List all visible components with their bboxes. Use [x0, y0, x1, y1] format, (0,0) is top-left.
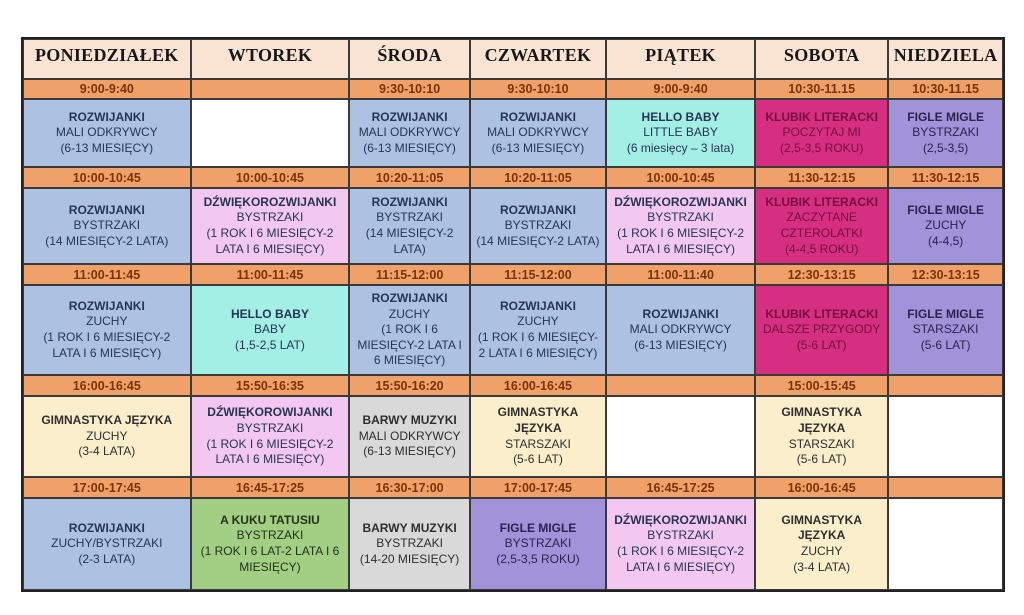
class-cell-sroda-band5	[349, 498, 470, 590]
class-title: HELLO BABY	[230, 306, 309, 321]
class-title: BARWY MUZYKI	[362, 520, 457, 535]
time-cell-czwartek-band2: 10:20-11:05	[470, 167, 606, 188]
day-header-sobota: SOBOTA	[755, 39, 888, 79]
time-cell-sobota-band1: 10:30-11.15	[755, 79, 888, 99]
empty-cell-niedziela-band5	[888, 498, 1003, 590]
class-subtitle: BYSTRZAKI	[236, 528, 304, 543]
class-cell-piatek-band5	[606, 498, 755, 590]
time-cell-wtorek-band4: 15:50-16:35	[191, 375, 350, 396]
time-cell-sroda-band2: 10:20-11:05	[349, 167, 470, 188]
class-subtitle: (5-6 LAT)	[513, 452, 563, 467]
class-cell-sobota-band3	[755, 285, 888, 375]
class-subtitle: ZUCHY	[388, 306, 431, 321]
class-title: FIGLE MIGLE	[907, 202, 984, 217]
day-header-sroda: ŚRODA	[349, 39, 470, 79]
time-cell-czwartek-band5: 17:00-17:45	[470, 477, 606, 498]
class-subtitle: MALI ODKRYWCY	[487, 125, 589, 140]
class-subtitle: BYSTRZAKI	[504, 536, 572, 551]
class-title: ROZWIJANKI	[371, 109, 448, 124]
empty-cell-niedziela-band4	[888, 396, 1003, 477]
time-cell-sobota-band3: 12:30-13:15	[755, 264, 888, 285]
class-subtitle: (14-20 MIESIĘCY)	[359, 551, 460, 566]
class-title: FIGLE MIGLE	[499, 520, 577, 535]
class-subtitle: (1 ROK I 6 MIESIĘCY-2 LATA I 6 MIESIĘCY)	[617, 544, 745, 574]
empty-cell-piatek-band4	[606, 396, 755, 477]
class-title: ROZWIJANKI	[642, 306, 719, 321]
class-title: ROZWIJANKI	[68, 109, 145, 124]
class-subtitle: BYSTRZAKI	[236, 420, 304, 435]
class-subtitle: (3-4 LATA)	[793, 559, 851, 574]
class-cell-czwartek-band2	[470, 188, 606, 264]
class-subtitle: MALI ODKRYWCY	[55, 125, 158, 140]
class-cell-piatek-band2	[606, 188, 755, 264]
class-title: ROZWIJANKI	[371, 291, 448, 306]
empty-cell-wtorek-band1	[191, 99, 350, 167]
class-title: DŹWIĘKOROZWIJANKI	[614, 194, 747, 209]
class-title: DŹWIĘKOROZWIJANKI	[203, 194, 337, 209]
schedule-table	[21, 37, 1005, 592]
class-subtitle: (5-6 LAT)	[920, 337, 971, 352]
class-subtitle: LITTLE BABY	[643, 125, 718, 140]
class-subtitle: (6-13 MIESIĘCY)	[363, 140, 456, 155]
class-subtitle: ZUCHY	[517, 314, 559, 329]
class-subtitle: (6-13 MIESIĘCY)	[634, 337, 727, 352]
class-subtitle: POCZYTAJ MI	[782, 125, 861, 140]
class-subtitle: (1 ROK I 6 MIESIĘCY-2 LATA I 6 MIESIĘCY)	[357, 322, 462, 368]
class-cell-wtorek-band3	[191, 285, 350, 375]
class-title: DŹWIĘKOROWIJANKI	[207, 405, 333, 420]
class-subtitle: MALI ODKRYWCY	[358, 125, 461, 140]
class-subtitle: (14 MIESIĘCY-2 LATA)	[45, 233, 169, 248]
class-cell-sroda-band1	[349, 99, 470, 167]
time-cell-czwartek-band4: 16:00-16:45	[470, 375, 606, 396]
class-subtitle: BYSTRZAKI	[912, 125, 979, 140]
class-cell-poniedzialek-band4	[23, 396, 191, 477]
time-cell-piatek-band4	[606, 375, 755, 396]
class-title: ROZWIJANKI	[499, 109, 576, 124]
class-title: KLUBIK LITERACKI	[765, 306, 878, 321]
class-subtitle: (1 ROK I 6 LAT-2 LATA I 6 MIESIĘCY)	[200, 544, 340, 574]
time-cell-poniedzialek-band5: 17:00-17:45	[23, 477, 191, 498]
class-cell-poniedzialek-band3	[23, 285, 191, 375]
class-subtitle: (1 ROK I 6 MIESIĘCY-2 LATA I 6 MIESIĘCY)	[43, 330, 171, 360]
class-subtitle: ZUCHY	[86, 314, 128, 329]
class-subtitle: (1 ROK I 6 MIESIĘCY-2 LATA I 6 MIESIĘCY)	[617, 226, 745, 256]
class-title: ROZWIJANKI	[68, 298, 145, 313]
class-cell-sroda-band2	[349, 188, 470, 264]
class-cell-niedziela-band2	[888, 188, 1003, 264]
class-title: FIGLE MIGLE	[907, 306, 984, 321]
time-cell-niedziela-band3: 12:30-13:15	[888, 264, 1003, 285]
class-subtitle: (2,5-3,5 ROKU)	[779, 140, 864, 155]
time-cell-sroda-band1: 9:30-10:10	[349, 79, 470, 99]
class-subtitle: (4-4,5)	[927, 233, 964, 248]
class-title: KLUBIK LITERACKI	[765, 194, 878, 209]
class-subtitle: (1 ROK I 6 MIESIĘCY-2 LATA I 6 MIESIĘCY)	[206, 226, 334, 256]
class-subtitle: (1,5-2,5 LAT)	[235, 337, 305, 352]
time-cell-czwartek-band3: 11:15-12:00	[470, 264, 606, 285]
class-cell-czwartek-band3	[470, 285, 606, 375]
class-cell-wtorek-band2	[191, 188, 350, 264]
time-cell-piatek-band3: 11:00-11:40	[606, 264, 755, 285]
day-header-czwartek: CZWARTEK	[470, 39, 606, 79]
class-cell-wtorek-band4	[191, 396, 350, 477]
class-subtitle: (5-6 LAT)	[796, 337, 847, 352]
class-subtitle: CZTEROLATKI	[780, 226, 863, 240]
time-cell-niedziela-band5	[888, 477, 1003, 498]
class-subtitle: BYSTRZAKI	[647, 528, 714, 543]
class-cell-sroda-band4	[349, 396, 470, 477]
time-cell-niedziela-band1: 10:30-11.15	[888, 79, 1003, 99]
class-title: HELLO BABY	[641, 109, 720, 124]
time-cell-czwartek-band1: 9:30-10:10	[470, 79, 606, 99]
class-title: DŹWIĘKOROZWIJANKI	[614, 512, 747, 527]
class-cell-poniedzialek-band1	[23, 99, 191, 167]
class-cell-sroda-band3	[349, 285, 470, 375]
class-cell-piatek-band3	[606, 285, 755, 375]
class-subtitle: (2-3 LATA)	[78, 551, 136, 566]
time-cell-sobota-band2: 11:30-12:15	[755, 167, 888, 188]
class-cell-piatek-band1	[606, 99, 755, 167]
class-cell-niedziela-band3	[888, 285, 1003, 375]
class-cell-sobota-band5	[755, 498, 888, 590]
day-header-piatek: PIĄTEK	[606, 39, 755, 79]
class-title: ROZWIJANKI	[499, 202, 576, 217]
class-title: GIMNASTYKA JĘZYKA	[781, 512, 862, 543]
class-subtitle: BABY	[253, 322, 286, 337]
time-cell-sroda-band4: 15:50-16:20	[349, 375, 470, 396]
class-subtitle: (3-4 LATA)	[78, 444, 136, 459]
class-subtitle: BYSTRZAKI	[504, 218, 572, 233]
time-cell-sobota-band5: 16:00-16:45	[755, 477, 888, 498]
weekly-schedule	[21, 37, 1005, 592]
class-subtitle: (6-13 MIESIĘCY)	[363, 444, 456, 459]
class-cell-czwartek-band5	[470, 498, 606, 590]
time-cell-piatek-band2: 10:00-10:45	[606, 167, 755, 188]
time-cell-wtorek-band5: 16:45-17:25	[191, 477, 350, 498]
class-subtitle: BYSTRZAKI	[376, 536, 443, 551]
class-subtitle: (4-4,5 ROKU)	[784, 241, 859, 256]
class-title: GIMNASTYKA JĘZYKA	[41, 413, 173, 428]
class-cell-poniedzialek-band5	[23, 498, 191, 590]
class-subtitle: (6-13 MIESIĘCY)	[60, 140, 154, 155]
time-cell-wtorek-band3: 11:00-11:45	[191, 264, 350, 285]
class-subtitle: MALI ODKRYWCY	[629, 322, 732, 337]
class-title: A KUKU TATUSIU	[220, 512, 320, 527]
class-title: KLUBIK LITERACKI	[765, 109, 878, 124]
class-subtitle: BYSTRZAKI	[376, 210, 443, 225]
class-subtitle: MALI ODKRYWCY	[358, 428, 461, 443]
class-cell-niedziela-band1	[888, 99, 1003, 167]
class-subtitle: (6-13 MIESIĘCY)	[491, 140, 585, 155]
day-header-poniedzialek: PONIEDZIAŁEK	[23, 39, 191, 79]
time-cell-niedziela-band2: 11:30-12:15	[888, 167, 1003, 188]
class-cell-czwartek-band1	[470, 99, 606, 167]
class-subtitle: (14 MIESIĘCY-2 LATA)	[365, 226, 454, 256]
class-cell-sobota-band2	[755, 188, 888, 264]
class-subtitle: (14 MIESIĘCY-2 LATA)	[476, 233, 600, 248]
class-subtitle: STARSZAKI	[505, 436, 571, 451]
class-subtitle: ZUCHY	[924, 218, 967, 233]
class-cell-poniedzialek-band2	[23, 188, 191, 264]
class-subtitle: (2,5-3,5 ROKU)	[496, 551, 580, 566]
class-cell-sobota-band1	[755, 99, 888, 167]
time-cell-piatek-band1: 9:00-9:40	[606, 79, 755, 99]
class-title: FIGLE MIGLE	[907, 109, 984, 124]
class-subtitle: (1 ROK I 6 MIESIĘCY-2 LATA I 6 MIESIĘCY)	[206, 436, 334, 467]
day-header-wtorek: WTOREK	[191, 39, 350, 79]
class-title: BARWY MUZYKI	[362, 413, 457, 428]
class-cell-czwartek-band4	[470, 396, 606, 477]
class-subtitle: ZUCHY/BYSTRZAKI	[51, 536, 163, 551]
class-title: GIMNASTYKA JĘZYKA	[781, 405, 862, 435]
class-subtitle: STARSZAKI	[912, 322, 979, 337]
time-cell-poniedzialek-band2: 10:00-10:45	[23, 167, 191, 188]
class-subtitle: ZUCHY	[86, 428, 128, 443]
time-cell-wtorek-band2: 10:00-10:45	[191, 167, 350, 188]
class-subtitle: (2,5-3,5)	[922, 140, 969, 155]
class-subtitle: (1 ROK I 6 MIESIĘCY-2 LATA I 6 MIESIĘCY)	[477, 330, 599, 360]
time-cell-poniedzialek-band4: 16:00-16:45	[23, 375, 191, 396]
time-cell-piatek-band5: 16:45-17:25	[606, 477, 755, 498]
class-subtitle: BYSTRZAKI	[236, 210, 304, 225]
class-subtitle: (5-6 LAT)	[796, 452, 847, 467]
time-cell-wtorek-band1	[191, 79, 350, 99]
time-cell-poniedzialek-band3: 11:00-11:45	[23, 264, 191, 285]
class-subtitle: DALSZE PRZYGODY	[762, 322, 881, 337]
class-title: GIMNASTYKA JĘZYKA	[497, 405, 579, 435]
time-cell-niedziela-band4	[888, 375, 1003, 396]
time-cell-poniedzialek-band1: 9:00-9:40	[23, 79, 191, 99]
class-title: ROZWIJANKI	[371, 194, 448, 209]
class-subtitle: (6 miesięcy – 3 lata)	[626, 140, 735, 155]
class-cell-wtorek-band5	[191, 498, 350, 590]
time-cell-sroda-band3: 11:15-12:00	[349, 264, 470, 285]
class-subtitle: STARSZAKI	[788, 436, 855, 451]
class-cell-sobota-band4	[755, 396, 888, 477]
class-subtitle: BYSTRZAKI	[647, 210, 714, 225]
class-title: ROZWIJANKI	[68, 520, 145, 535]
class-title: ROZWIJANKI	[499, 298, 576, 313]
time-cell-sobota-band4: 15:00-15:45	[755, 375, 888, 396]
class-subtitle: ZUCHY	[800, 544, 843, 558]
class-subtitle: BYSTRZAKI	[73, 218, 141, 233]
day-header-niedziela: NIEDZIELA	[888, 39, 1003, 79]
class-subtitle: ZACZYTANE	[786, 210, 857, 225]
time-cell-sroda-band5: 16:30-17:00	[349, 477, 470, 498]
class-title: ROZWIJANKI	[68, 202, 145, 217]
